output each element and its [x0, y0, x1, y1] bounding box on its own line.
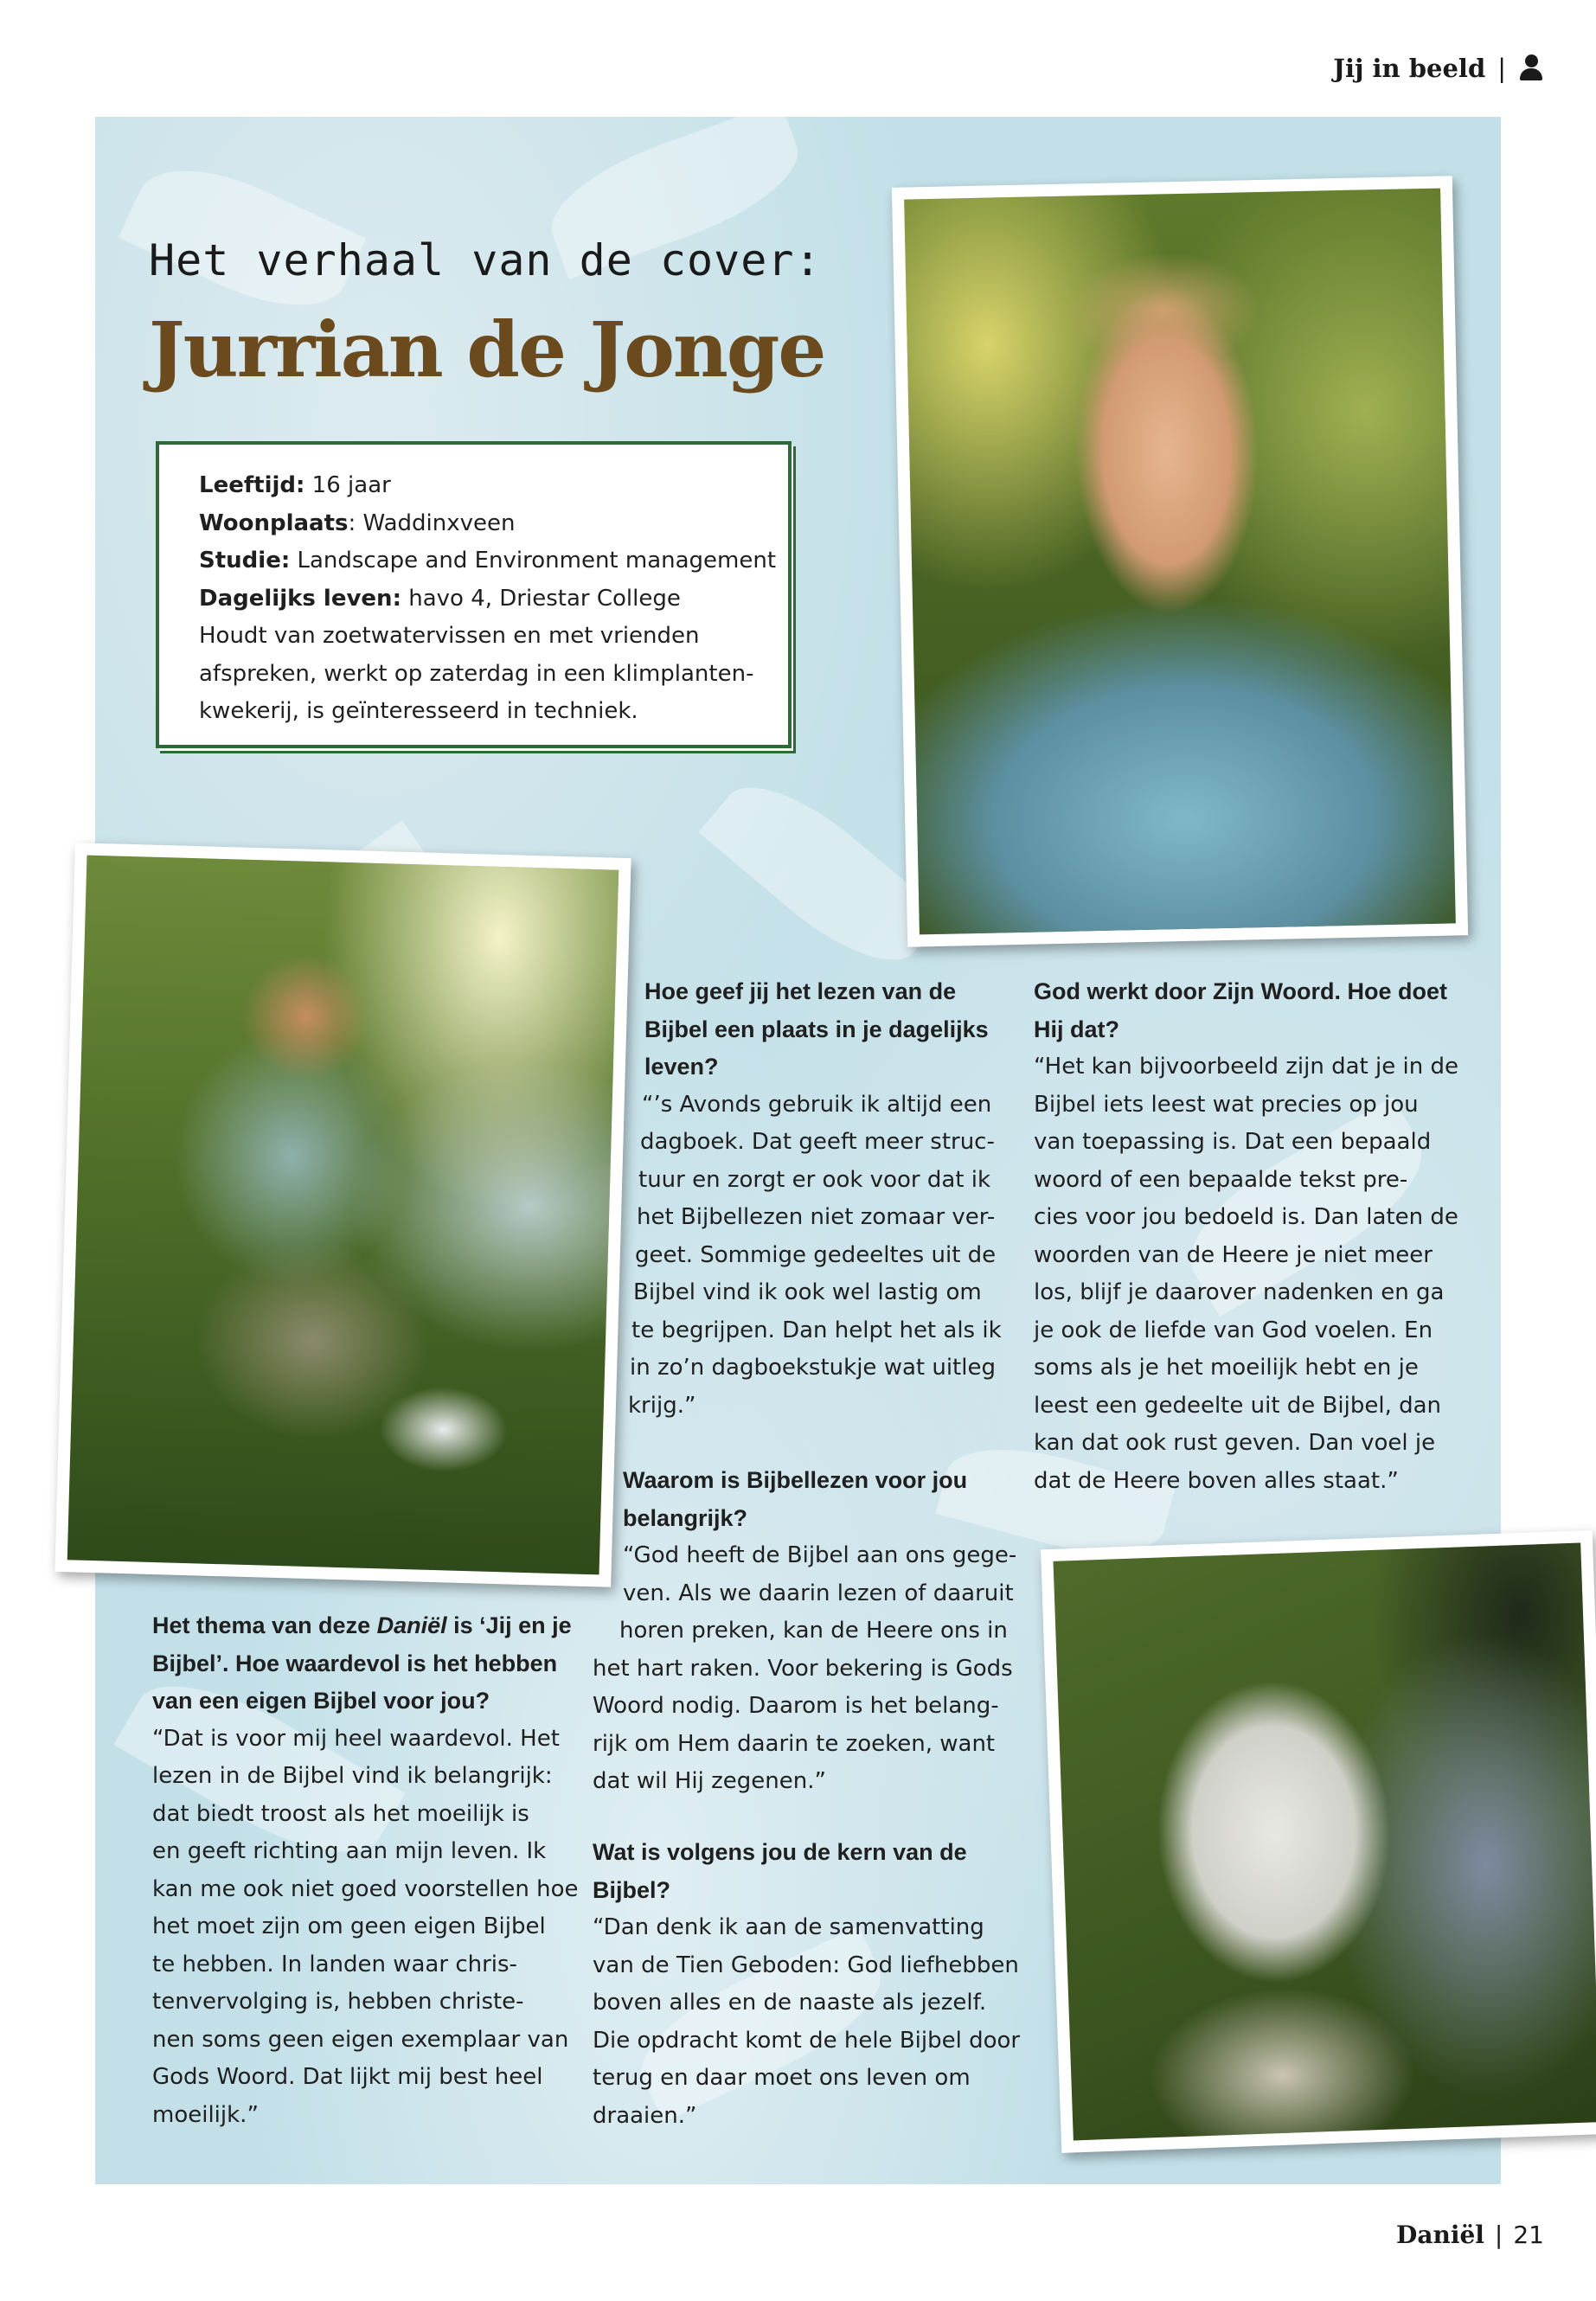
page-title: Jurrian de Jonge	[149, 304, 825, 394]
profile-hobbies-line: kwekerij, is geïnteresseerd in techniek.	[199, 698, 638, 724]
question	[1034, 973, 1458, 1048]
answer-line: soms als je het moeilijk hebt en je	[1034, 1355, 1419, 1381]
answer-line: te hebben. In landen waar chris-	[152, 1951, 517, 1977]
daily-label: Dagelijks leven:	[199, 585, 401, 612]
column-3	[1034, 973, 1458, 1500]
answer-line: cies voor jou bedoeld is. Dan laten de	[1034, 1204, 1458, 1230]
answer-line: “Dan denk ik aan de samenvatting	[593, 1914, 984, 1940]
answer	[628, 1086, 1002, 1426]
magazine-name: Daniël	[376, 1612, 447, 1638]
answer-line: woord of een bepaalde tekst pre-	[1034, 1166, 1408, 1193]
answer-line: boven alles en de naaste als jezelf.	[593, 1990, 987, 2016]
profile-hobbies-line: Houdt van zoetwatervissen en met vrienden	[199, 623, 700, 649]
answer-line: dagboek. Dat geeft meer struc-	[640, 1129, 995, 1155]
answer-line: Die opdracht komt de hele Bijbel door	[593, 2027, 1021, 2054]
question-line: belangrijk?	[623, 1504, 748, 1531]
page-footer	[1396, 2221, 1544, 2249]
column-2-top	[628, 973, 1002, 1425]
answer	[1034, 1048, 1458, 1500]
column-2-bottom	[593, 1834, 1020, 2135]
answer-line: moeilijk.”	[152, 2101, 259, 2128]
question-line: Wat is volgens jou de kern van de	[593, 1839, 967, 1865]
question	[152, 1607, 579, 1721]
answer-line: kan dat ook rust geven. Dan voel je	[1034, 1430, 1436, 1456]
answer-line: in zo’n dagboekstukje wat uitleg	[630, 1355, 996, 1381]
answer-line: “God heeft de Bijbel aan ons gege-	[623, 1542, 1017, 1568]
answer-line: dat de Heere boven alles staat.”	[1034, 1467, 1399, 1494]
answer-line: draaien.”	[593, 2102, 697, 2129]
section-header	[1333, 54, 1544, 83]
answer-line: “Het kan bijvoorbeeld zijn dat je in de	[1034, 1054, 1458, 1080]
answer-line: het Bijbellezen niet zomaar ver-	[637, 1204, 996, 1230]
profile-study	[199, 542, 777, 580]
answer	[593, 1537, 1017, 1801]
question	[593, 1834, 1020, 1909]
answer-line: nen soms geen eigen exemplaar van	[152, 2026, 569, 2053]
profile-hobbies-line: afspreken, werkt op zaterdag in een klimplanten-	[199, 660, 754, 687]
question-line: Bijbel’. Hoe waardevol is het hebben	[152, 1650, 558, 1676]
page-number: 21	[1513, 2221, 1544, 2249]
question-line: Hij dat?	[1034, 1016, 1119, 1042]
answer-line: het moet zijn om geen eigen Bijbel	[152, 1913, 546, 1939]
answer-line: krijg.”	[628, 1392, 696, 1419]
answer-line: lezen in de Bijbel vind ik belangrijk:	[152, 1763, 553, 1789]
profile-place	[199, 505, 762, 543]
answer-line: van toepassing is. Dat een bepaald	[1034, 1129, 1432, 1155]
question-line: van een eigen Bijbel voor jou?	[152, 1688, 490, 1714]
question	[644, 973, 1002, 1086]
profile-box	[156, 441, 792, 748]
daily-value: havo 4, Driestar College	[401, 585, 681, 612]
question-line: Het thema van deze Daniël is ‘Jij en je	[152, 1612, 572, 1638]
place-label: Woonplaats	[199, 510, 349, 536]
answer-line: van de Tien Geboden: God liefhebben	[593, 1952, 1019, 1978]
answer-line: dat biedt troost als het moeilijk is	[152, 1800, 529, 1827]
question-line: Hoe geef jij het lezen van de	[644, 978, 957, 1004]
column-1	[152, 1607, 579, 2134]
study-label: Studie:	[199, 548, 291, 574]
answer-line: tuur en zorgt er ook voor dat ik	[638, 1166, 991, 1193]
kicker: Het verhaal van de cover:	[149, 235, 822, 285]
portrait-image	[904, 189, 1456, 935]
age-value: 16 jaar	[304, 472, 391, 498]
profile-daily	[199, 580, 762, 619]
answer-line: los, blijf je daarover nadenken en ga	[1034, 1279, 1445, 1305]
reading-by-water-photo	[54, 843, 631, 1587]
answer-line: Gods Woord. Dat lijkt mij best heel	[152, 2064, 543, 2090]
section-title: Jij in beeld	[1333, 54, 1486, 83]
answer-line: dat wil Hij zegenen.”	[593, 1768, 826, 1794]
answer-line: geet. Sommige gedeeltes uit de	[635, 1241, 997, 1268]
answer	[593, 1909, 1020, 2135]
answer-line: ven. Als we daarin lezen of daaruit	[623, 1580, 1014, 1606]
question-line: Waarom is Bijbellezen voor jou	[623, 1467, 968, 1493]
open-bible-image	[1053, 1543, 1596, 2141]
study-value: Landscape and Environment management	[290, 548, 777, 574]
answer-line: en geeft richting aan mijn leven. Ik	[152, 1838, 547, 1864]
question-line: leven?	[644, 1054, 719, 1080]
portrait-photo	[892, 176, 1468, 946]
answer-line: te begrijpen. Dan helpt het als ik	[631, 1317, 1002, 1343]
magazine-title: Daniël	[1396, 2221, 1484, 2249]
answer	[152, 1721, 579, 2135]
answer-line: “’s Avonds gebruik ik altijd een	[642, 1091, 992, 1118]
answer-line: je ook de liefde van God voelen. En	[1034, 1317, 1433, 1343]
footer-separator: |	[1494, 2221, 1503, 2249]
answer-line: Woord nodig. Daarom is het belang-	[593, 1693, 999, 1719]
age-label: Leeftijd:	[199, 472, 305, 498]
answer-line: leest een gedeelte uit de Bijbel, dan	[1034, 1392, 1442, 1419]
person-icon	[1518, 54, 1544, 82]
answer-line: Bijbel vind ik ook wel lastig om	[633, 1279, 982, 1305]
answer-line: horen preken, kan de Heere ons in	[619, 1618, 1008, 1644]
open-bible-photo	[1041, 1530, 1596, 2153]
answer-line: tenvervolging is, hebben christe-	[152, 1989, 524, 2015]
answer-line: kan me ook niet goed voorstellen hoe	[152, 1875, 579, 1902]
column-2-middle	[593, 1462, 1017, 1801]
answer-line: terug en daar moet ons leven om	[593, 2065, 971, 2091]
place-value: : Waddinxveen	[348, 510, 516, 536]
question-line: Bijbel een plaats in je dagelijks	[644, 1016, 989, 1042]
answer-line: woorden van de Heere je niet meer	[1034, 1241, 1433, 1268]
reading-by-water-image	[67, 856, 619, 1575]
answer-line: rijk om Hem daarin te zoeken, want	[593, 1730, 996, 1757]
question-line: Bijbel?	[593, 1876, 671, 1903]
answer-line: het hart raken. Voor bekering is Gods	[593, 1655, 1013, 1682]
profile-age	[199, 467, 762, 505]
question	[623, 1462, 1016, 1537]
question-line: God werkt door Zijn Woord. Hoe doet	[1034, 978, 1447, 1004]
answer-line: Bijbel iets leest wat precies op jou	[1034, 1091, 1419, 1118]
header-separator: |	[1497, 54, 1506, 83]
answer-line: “Dat is voor mij heel waardevol. Het	[152, 1725, 560, 1752]
